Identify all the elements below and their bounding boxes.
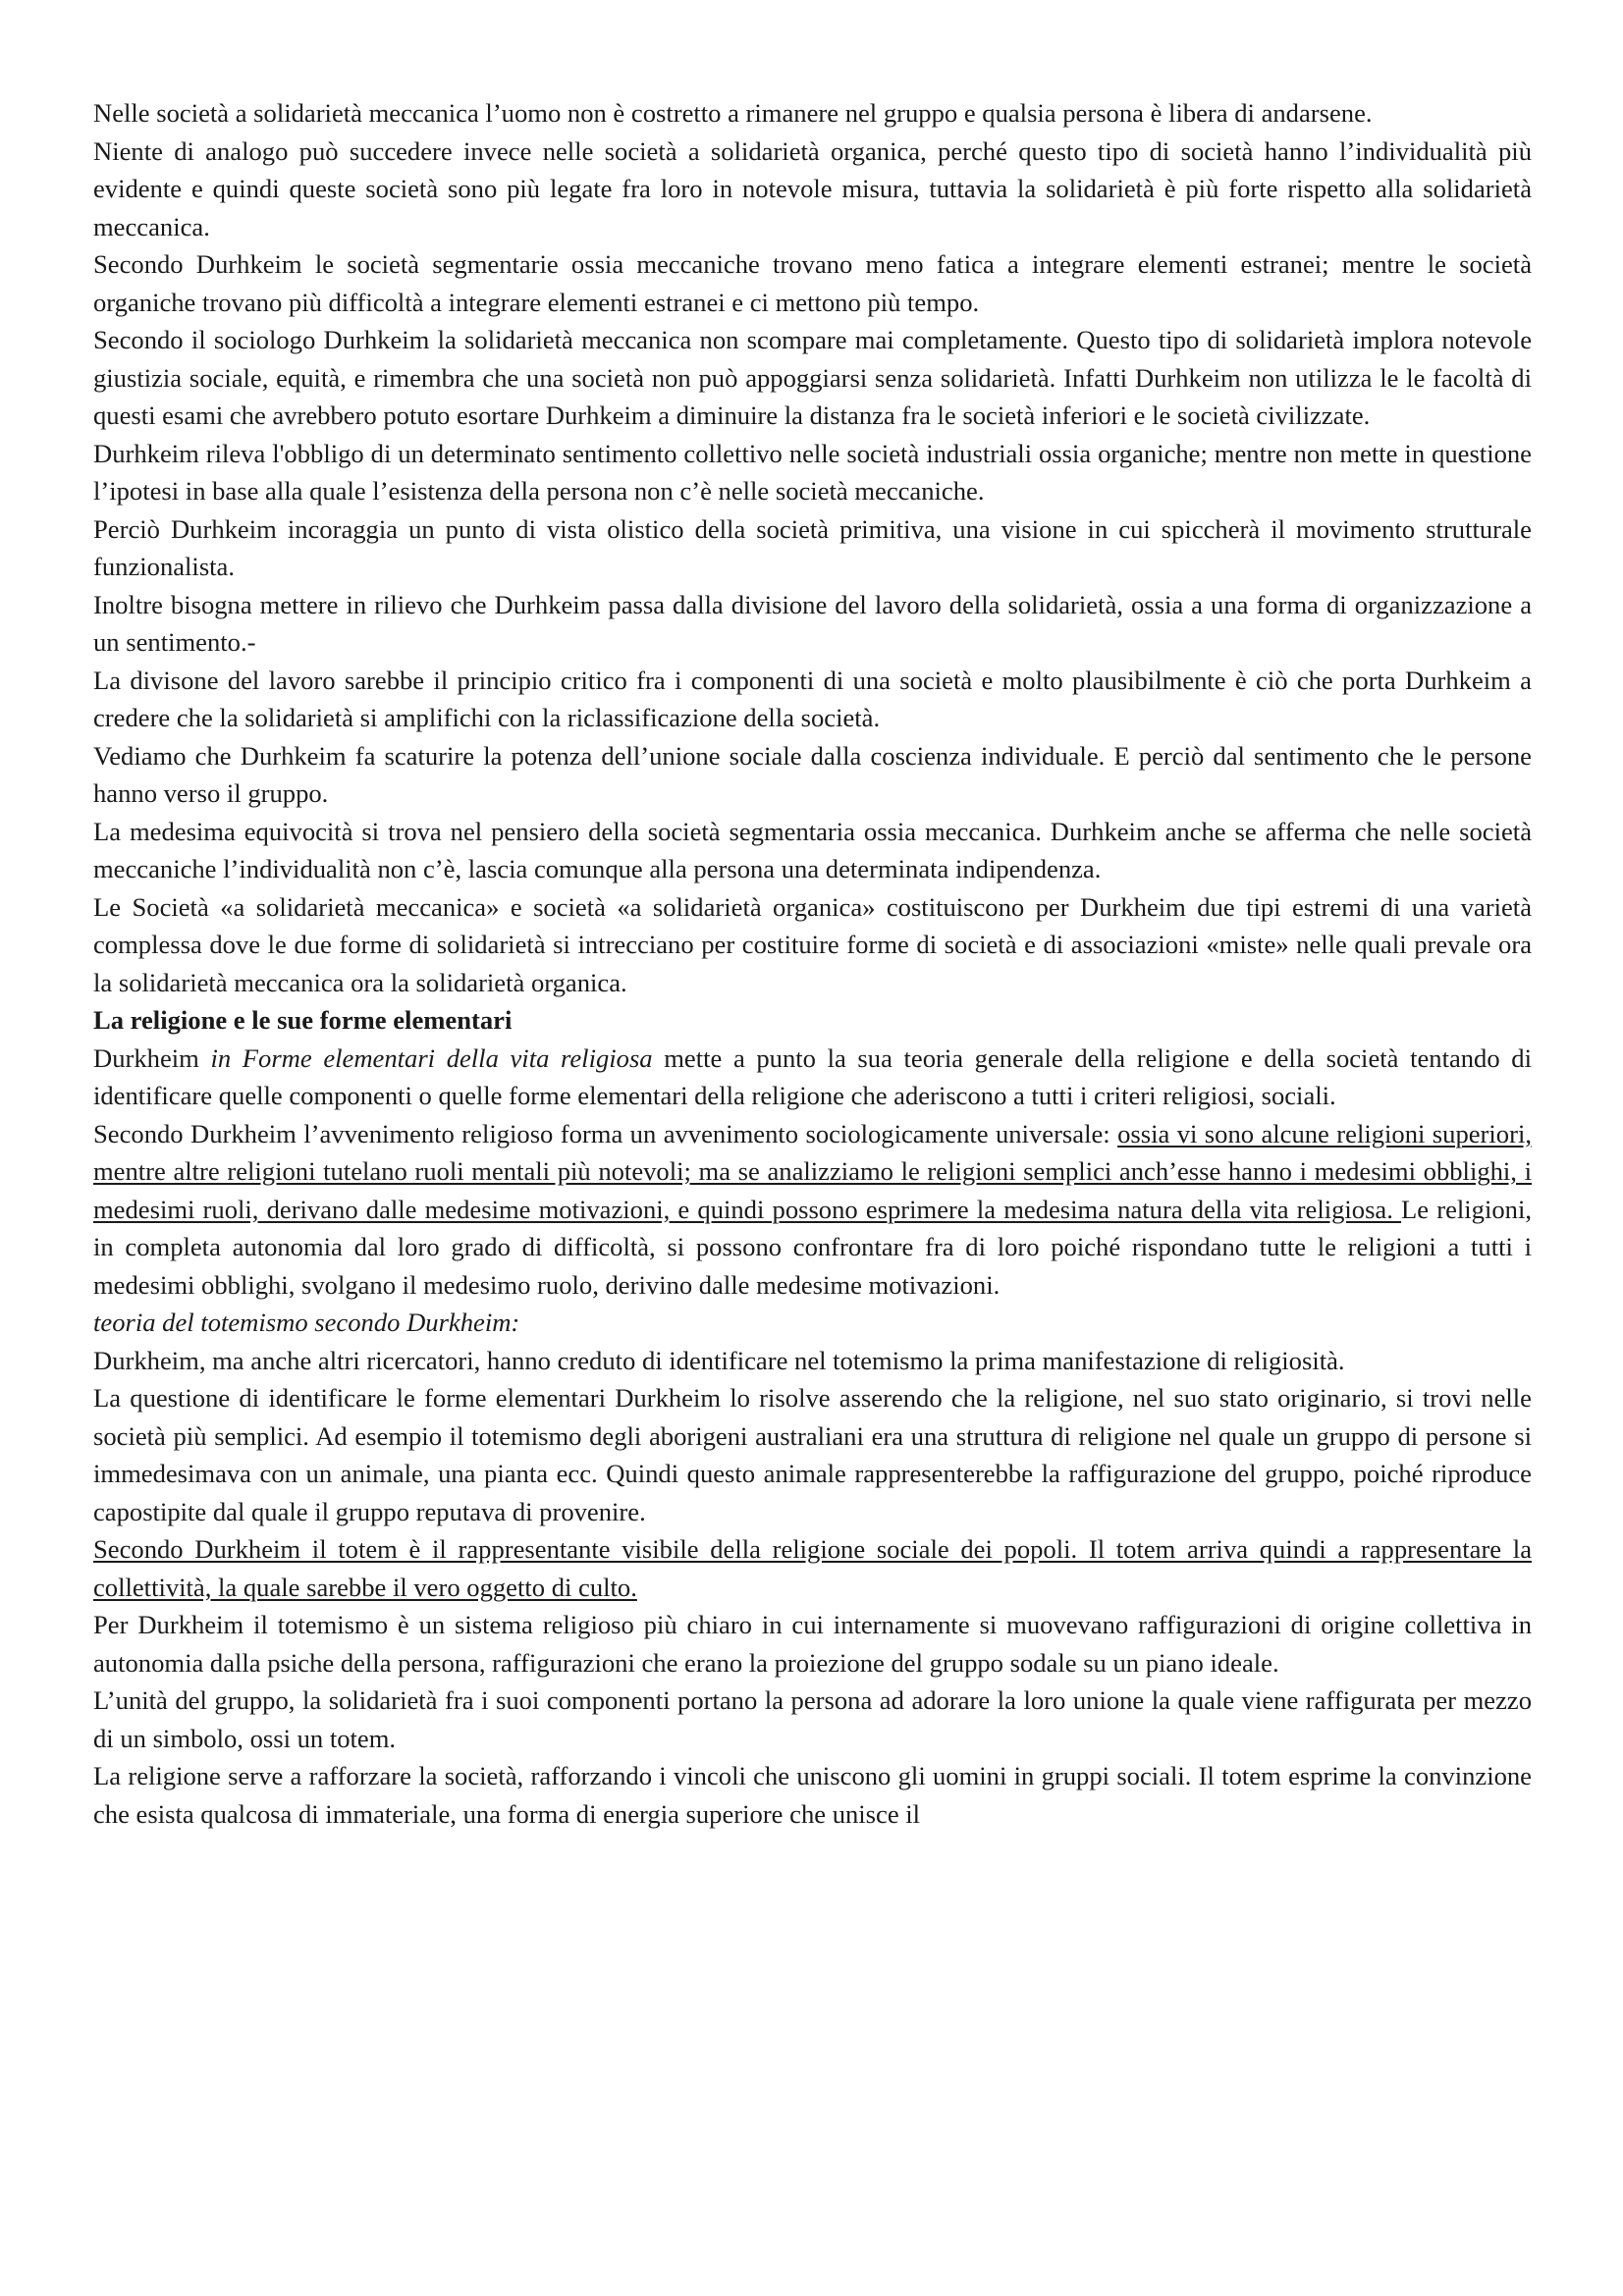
paragraph-religious-event [93,1115,1532,1305]
paragraph-holistic-view: Perciò Durhkeim incoraggia un punto di vista olistico della società primitiva, una visione in cui spiccherà il movimento strutturale funzionalista. [93,513,1532,581]
paragraph-religion-strengthens: La religione serve a rafforzare la società, rafforzando i vincoli che uniscono gli uomini in gruppi sociali. Il totem esprime la convinzione che esista qualcosa di immateriale, una forma di energia superiore che unisce il [93,1761,1532,1829]
underlined-passage: ossia vi sono alcune religioni superiori, mentre altre religioni tutelano ruoli mentali più notevoli; ma se analizziamo le religioni semplici anch’esse hanno i medesimi obblighi, i medesimi ruoli, derivano dalle medesime motivazioni, e quindi possono esprimere la medesima natura della vita religiosa. [93,1118,1532,1224]
paragraph-elementary-forms [93,1040,1532,1115]
paragraph-mixed-societies: Le Società «a solidarietà meccanica» e società «a solidarietà organica» costituiscono per Durkheim due tipi estremi di una varietà complessa dove le due forme di solidarietà si intrecciano per costituire forme di società e di associazioni «miste» nelle quali prevale ora la solidarietà meccanica ora la solidarietà organica. [93,891,1532,997]
paragraph-equivocity: La medesima equivocità si trova nel pensiero della società segmentaria ossia meccanica. Durhkeim anche se afferma che nelle società meccaniche l’individualità non c’è, lascia comunque alla persona una determinata indipendenza. [93,816,1532,883]
text-segment: Durkheim [93,1042,211,1073]
subheading-totemism: teoria del totemismo secondo Durkheim: [93,1308,520,1337]
paragraph-integration: Secondo Durhkeim le società segmentarie ossia meccaniche trovano meno fatica a integrare elementi estranei; mentre le società organiche trovano più difficoltà a integrare elementi estranei e ci mettono più tempo. [93,249,1532,317]
paragraph-critical-principle: La divisone del lavoro sarebbe il principio critico fra i componenti di una società e molto plausibilmente è ciò che porta Durhkeim a credere che la solidarietà si amplifichi con la riclassificazione della società. [93,665,1532,732]
paragraph-social-union: Vediamo che Durhkeim fa scaturire la potenza dell’unione sociale dalla coscienza individuale. E perciò dal sentimento che le persone hanno verso il gruppo. [93,740,1532,808]
text-segment: Le religioni, in completa autonomia dal loro grado di difficoltà, si possono confrontare fra di loro poiché rispondano tutte le religioni a tutti i medesimi obblighi, svolgano il medesimo ruolo, derivino dalle medesime motivazioni. [93,1194,1532,1300]
paragraph-division-of-labour: Inoltre bisogna mettere in rilievo che Durhkeim passa dalla divisione del lavoro della solidarietà, ossia a una forma di organizzazione a un sentimento.- [93,589,1532,657]
paragraph-mechanical-freedom: Nelle società a solidarietà meccanica l’uomo non è costretto a rimanere nel gruppo e qualsia persona è libera di andarsene. [93,98,1373,128]
paragraph-group-unity: L’unità del gruppo, la solidarietà fra i suoi componenti portano la persona ad adorare la loro unione la quale viene raffigurata per mezzo di un simbolo, ossi un totem. [93,1685,1532,1753]
text-segment: Secondo Durkheim l’avvenimento religioso forma un avvenimento sociologicamente universale: [93,1118,1118,1148]
underlined-totem-representative: Secondo Durkheim il totem è il rappresentante visibile della religione sociale dei popoli. Il totem arriva quindi a rappresentare la collettività, la quale sarebbe il vero oggetto di culto. [93,1534,1532,1602]
book-title: in Forme elementari della vita religiosa [210,1042,653,1073]
section-heading-religion: La religione e le sue forme elementari [93,1005,513,1035]
paragraph-collective-sentiment: Durhkeim rileva l'obbligo di un determinato sentimento collettivo nelle società industriali ossia organiche; mentre non mette in questione l’ipotesi in base alla quale l’esistenza della persona non c’è nelle società meccaniche. [93,438,1532,506]
document-page [93,94,1532,1833]
paragraph-organic-solidarity: Niente di analogo può succedere invece nelle società a solidarietà organica, perché questo tipo di società hanno l’individualità più evidente e quindi queste società sono più legate fra loro in notevole misura, tuttavia la solidarietà è più forte rispetto alla solidarietà meccanica. [93,135,1532,241]
paragraph-totemism-first: Durkheim, ma anche altri ricercatori, hanno creduto di identificare nel totemismo la prima manifestazione di religiosità. [93,1345,1345,1375]
paragraph-mechanical-persistence: Secondo il sociologo Durhkeim la solidarietà meccanica non scompare mai completamente. Questo tipo di solidarietà implora notevole giustizia sociale, equità, e rimembra che una società non può appoggiarsi senza solidarietà. Infatti Durhkeim non utilizza le le facoltà di questi esami che avrebbero potuto esortare Durhkeim a diminuire la distanza fra le società inferiori e le società civilizzate. [93,325,1532,430]
text-segment: mette a punto la sua teoria generale della religione e della società tentando di identificare quelle componenti o quelle forme elementari della religione che aderiscono a tutti i criteri religiosi, sociali. [93,1042,1532,1110]
paragraph-aborigines: La questione di identificare le forme elementari Durkheim lo risolve asserendo che la religione, nel suo stato originario, si trovi nelle società più semplici. Ad esempio il totemismo degli aborigeni australiani era una struttura di religione nel quale un gruppo di persone si immedesimava con un animale, una pianta ecc. Quindi questo animale rappresenterebbe la raffigurazione del gruppo, poiché riproduce capostipite dal quale il gruppo reputava di provenire. [93,1383,1532,1526]
paragraph-collective-representations: Per Durkheim il totemismo è un sistema religioso più chiaro in cui internamente si muovevano raffigurazioni di origine collettiva in autonomia dalla psiche della persona, raffigurazioni che erano la proiezione del gruppo sodale su un piano ideale. [93,1610,1532,1678]
